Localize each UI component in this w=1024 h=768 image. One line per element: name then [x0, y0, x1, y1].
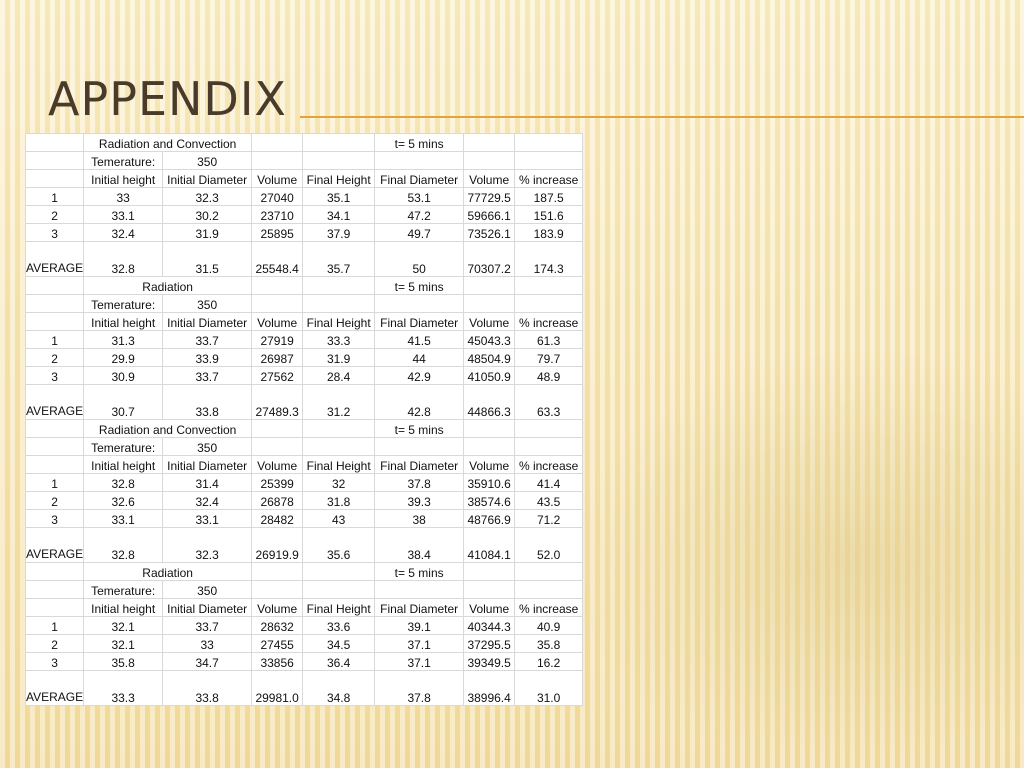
empty-cell — [303, 295, 375, 313]
table-row — [26, 224, 583, 242]
column-header: Final Height — [303, 313, 375, 331]
table-cell: 31.9 — [303, 349, 375, 367]
empty-cell — [26, 313, 84, 331]
empty-cell — [515, 134, 583, 152]
empty-cell — [464, 581, 515, 599]
table-cell: 29.9 — [84, 349, 163, 367]
average-label: AVERAGE — [26, 385, 84, 420]
average-value: 44866.3 — [464, 385, 515, 420]
empty-cell — [464, 295, 515, 313]
empty-cell — [375, 438, 464, 456]
empty-cell — [26, 420, 84, 438]
empty-cell — [26, 277, 84, 295]
column-header: Final Diameter — [375, 599, 464, 617]
empty-cell — [252, 563, 303, 581]
column-header: Final Height — [303, 456, 375, 474]
table-cell: 35.8 — [84, 653, 163, 671]
section-time: t= 5 mins — [375, 563, 464, 581]
table-cell: 36.4 — [303, 653, 375, 671]
title-divider — [300, 116, 1024, 118]
table-cell: 32 — [303, 474, 375, 492]
temperature-label: Temerature: — [84, 581, 163, 599]
table-cell: 35910.6 — [464, 474, 515, 492]
section-time: t= 5 mins — [375, 420, 464, 438]
table-cell: 151.6 — [515, 206, 583, 224]
empty-cell — [303, 581, 375, 599]
column-header: Initial height — [84, 313, 163, 331]
temperature-value: 350 — [163, 581, 252, 599]
average-value: 31.5 — [163, 242, 252, 277]
table-cell: 61.3 — [515, 331, 583, 349]
table-cell: 30.2 — [163, 206, 252, 224]
empty-cell — [252, 420, 303, 438]
table-cell: 42.9 — [375, 367, 464, 385]
table-cell: 39349.5 — [464, 653, 515, 671]
table-cell: 33856 — [252, 653, 303, 671]
column-header: Initial height — [84, 599, 163, 617]
empty-cell — [26, 581, 84, 599]
column-header: Final Diameter — [375, 313, 464, 331]
data-table-container — [25, 133, 583, 706]
column-header: Final Diameter — [375, 170, 464, 188]
column-header: Initial height — [84, 170, 163, 188]
average-value: 41084.1 — [464, 528, 515, 563]
table-cell: 183.9 — [515, 224, 583, 242]
trial-number: 2 — [26, 492, 84, 510]
empty-cell — [303, 134, 375, 152]
empty-cell — [464, 277, 515, 295]
table-cell: 39.1 — [375, 617, 464, 635]
temperature-row — [26, 152, 583, 170]
column-header: % increase — [515, 599, 583, 617]
column-header: Initial Diameter — [163, 456, 252, 474]
table-cell: 34.7 — [163, 653, 252, 671]
average-value: 34.8 — [303, 671, 375, 706]
table-cell: 45043.3 — [464, 331, 515, 349]
empty-cell — [26, 295, 84, 313]
trial-number: 2 — [26, 206, 84, 224]
average-value: 33.3 — [84, 671, 163, 706]
table-cell: 79.7 — [515, 349, 583, 367]
table-cell: 27919 — [252, 331, 303, 349]
empty-cell — [252, 152, 303, 170]
empty-cell — [464, 420, 515, 438]
table-row — [26, 635, 583, 653]
column-header-row — [26, 456, 583, 474]
column-header: % increase — [515, 456, 583, 474]
empty-cell — [303, 563, 375, 581]
table-cell: 33.9 — [163, 349, 252, 367]
average-value: 27489.3 — [252, 385, 303, 420]
table-cell: 33.3 — [303, 331, 375, 349]
empty-cell — [252, 438, 303, 456]
data-table — [25, 133, 583, 706]
table-cell: 41050.9 — [464, 367, 515, 385]
column-header: Volume — [464, 313, 515, 331]
average-value: 38996.4 — [464, 671, 515, 706]
table-cell: 32.8 — [84, 474, 163, 492]
average-value: 31.0 — [515, 671, 583, 706]
table-cell: 27562 — [252, 367, 303, 385]
table-cell: 71.2 — [515, 510, 583, 528]
table-cell: 31.4 — [163, 474, 252, 492]
empty-cell — [26, 438, 84, 456]
average-value: 50 — [375, 242, 464, 277]
average-value: 33.8 — [163, 385, 252, 420]
table-cell: 32.1 — [84, 635, 163, 653]
column-header: Volume — [252, 170, 303, 188]
table-cell: 35.8 — [515, 635, 583, 653]
table-cell: 33.7 — [163, 331, 252, 349]
average-value: 25548.4 — [252, 242, 303, 277]
table-cell: 16.2 — [515, 653, 583, 671]
section-heading: Radiation and Convection — [84, 420, 252, 438]
table-cell: 40.9 — [515, 617, 583, 635]
empty-cell — [26, 599, 84, 617]
column-header: Volume — [252, 599, 303, 617]
empty-cell — [26, 152, 84, 170]
table-cell: 38 — [375, 510, 464, 528]
average-value: 63.3 — [515, 385, 583, 420]
table-row — [26, 188, 583, 206]
column-header: Volume — [464, 170, 515, 188]
section-heading: Radiation and Convection — [84, 134, 252, 152]
empty-cell — [515, 295, 583, 313]
table-row — [26, 474, 583, 492]
table-cell: 31.8 — [303, 492, 375, 510]
table-cell: 33.1 — [163, 510, 252, 528]
table-row — [26, 492, 583, 510]
table-row — [26, 349, 583, 367]
column-header: Final Diameter — [375, 456, 464, 474]
table-row — [26, 331, 583, 349]
average-value: 31.2 — [303, 385, 375, 420]
table-cell: 48.9 — [515, 367, 583, 385]
average-value: 32.3 — [163, 528, 252, 563]
empty-cell — [375, 581, 464, 599]
table-cell: 27040 — [252, 188, 303, 206]
average-value: 35.7 — [303, 242, 375, 277]
average-value: 70307.2 — [464, 242, 515, 277]
column-header: Volume — [252, 313, 303, 331]
column-header: % increase — [515, 170, 583, 188]
section-time: t= 5 mins — [375, 277, 464, 295]
average-value: 52.0 — [515, 528, 583, 563]
temperature-label: Temerature: — [84, 152, 163, 170]
average-value: 26919.9 — [252, 528, 303, 563]
trial-number: 3 — [26, 367, 84, 385]
empty-cell — [515, 438, 583, 456]
table-cell: 43 — [303, 510, 375, 528]
temperature-row — [26, 295, 583, 313]
slide-title: APPENDIX — [48, 72, 287, 126]
table-cell: 34.1 — [303, 206, 375, 224]
table-cell: 33.1 — [84, 206, 163, 224]
table-cell: 33.7 — [163, 367, 252, 385]
section-heading-row — [26, 563, 583, 581]
table-cell: 37.1 — [375, 635, 464, 653]
section-heading-row — [26, 134, 583, 152]
section-heading: Radiation — [84, 277, 252, 295]
column-header-row — [26, 313, 583, 331]
table-cell: 28632 — [252, 617, 303, 635]
table-cell: 53.1 — [375, 188, 464, 206]
average-label: AVERAGE — [26, 528, 84, 563]
empty-cell — [26, 134, 84, 152]
empty-cell — [515, 420, 583, 438]
table-cell: 34.5 — [303, 635, 375, 653]
column-header-row — [26, 170, 583, 188]
empty-cell — [303, 420, 375, 438]
table-cell: 28482 — [252, 510, 303, 528]
table-cell: 32.4 — [163, 492, 252, 510]
table-cell: 48504.9 — [464, 349, 515, 367]
table-cell: 37.9 — [303, 224, 375, 242]
temperature-row — [26, 581, 583, 599]
empty-cell — [375, 295, 464, 313]
empty-cell — [515, 152, 583, 170]
temperature-value: 350 — [163, 152, 252, 170]
trial-number: 1 — [26, 331, 84, 349]
table-cell: 32.3 — [163, 188, 252, 206]
table-cell: 25399 — [252, 474, 303, 492]
table-cell: 32.6 — [84, 492, 163, 510]
average-row — [26, 528, 583, 563]
table-row — [26, 617, 583, 635]
section-heading-row — [26, 420, 583, 438]
column-header: Initial Diameter — [163, 313, 252, 331]
empty-cell — [26, 170, 84, 188]
average-value: 37.8 — [375, 671, 464, 706]
column-header: % increase — [515, 313, 583, 331]
table-row — [26, 510, 583, 528]
trial-number: 2 — [26, 349, 84, 367]
column-header: Initial height — [84, 456, 163, 474]
average-row — [26, 242, 583, 277]
empty-cell — [252, 277, 303, 295]
empty-cell — [26, 456, 84, 474]
table-cell: 33.7 — [163, 617, 252, 635]
table-cell: 37.8 — [375, 474, 464, 492]
temperature-row — [26, 438, 583, 456]
table-cell: 32.4 — [84, 224, 163, 242]
temperature-label: Temerature: — [84, 295, 163, 313]
table-cell: 31.3 — [84, 331, 163, 349]
average-value: 174.3 — [515, 242, 583, 277]
table-cell: 33.6 — [303, 617, 375, 635]
temperature-label: Temerature: — [84, 438, 163, 456]
average-value: 32.8 — [84, 242, 163, 277]
section-time: t= 5 mins — [375, 134, 464, 152]
column-header: Volume — [464, 599, 515, 617]
table-cell: 30.9 — [84, 367, 163, 385]
column-header: Initial Diameter — [163, 170, 252, 188]
column-header-row — [26, 599, 583, 617]
table-cell: 33 — [163, 635, 252, 653]
table-row — [26, 367, 583, 385]
empty-cell — [515, 277, 583, 295]
empty-cell — [464, 563, 515, 581]
empty-cell — [303, 277, 375, 295]
trial-number: 3 — [26, 510, 84, 528]
column-header: Final Height — [303, 170, 375, 188]
average-value: 30.7 — [84, 385, 163, 420]
table-cell: 26878 — [252, 492, 303, 510]
empty-cell — [515, 581, 583, 599]
empty-cell — [252, 581, 303, 599]
table-cell: 40344.3 — [464, 617, 515, 635]
temperature-value: 350 — [163, 295, 252, 313]
empty-cell — [464, 152, 515, 170]
average-value: 38.4 — [375, 528, 464, 563]
trial-number: 1 — [26, 474, 84, 492]
table-cell: 28.4 — [303, 367, 375, 385]
empty-cell — [303, 438, 375, 456]
table-cell: 33 — [84, 188, 163, 206]
column-header: Final Height — [303, 599, 375, 617]
average-value: 33.8 — [163, 671, 252, 706]
table-cell: 32.1 — [84, 617, 163, 635]
empty-cell — [252, 295, 303, 313]
table-cell: 44 — [375, 349, 464, 367]
trial-number: 3 — [26, 224, 84, 242]
table-cell: 26987 — [252, 349, 303, 367]
average-row — [26, 671, 583, 706]
table-cell: 43.5 — [515, 492, 583, 510]
table-cell: 77729.5 — [464, 188, 515, 206]
column-header: Volume — [464, 456, 515, 474]
empty-cell — [515, 563, 583, 581]
average-label: AVERAGE — [26, 671, 84, 706]
empty-cell — [26, 563, 84, 581]
empty-cell — [464, 134, 515, 152]
table-cell: 33.1 — [84, 510, 163, 528]
table-cell: 59666.1 — [464, 206, 515, 224]
table-cell: 39.3 — [375, 492, 464, 510]
empty-cell — [464, 438, 515, 456]
trial-number: 3 — [26, 653, 84, 671]
table-row — [26, 653, 583, 671]
empty-cell — [303, 152, 375, 170]
table-cell: 48766.9 — [464, 510, 515, 528]
trial-number: 2 — [26, 635, 84, 653]
table-cell: 31.9 — [163, 224, 252, 242]
table-cell: 37295.5 — [464, 635, 515, 653]
table-cell: 37.1 — [375, 653, 464, 671]
table-cell: 41.5 — [375, 331, 464, 349]
table-cell: 73526.1 — [464, 224, 515, 242]
empty-cell — [252, 134, 303, 152]
average-value: 35.6 — [303, 528, 375, 563]
table-cell: 38574.6 — [464, 492, 515, 510]
section-heading: Radiation — [84, 563, 252, 581]
average-label: AVERAGE — [26, 242, 84, 277]
average-row — [26, 385, 583, 420]
table-cell: 25895 — [252, 224, 303, 242]
table-cell: 23710 — [252, 206, 303, 224]
table-cell: 41.4 — [515, 474, 583, 492]
section-heading-row — [26, 277, 583, 295]
table-cell: 27455 — [252, 635, 303, 653]
table-cell: 47.2 — [375, 206, 464, 224]
trial-number: 1 — [26, 617, 84, 635]
table-cell: 49.7 — [375, 224, 464, 242]
data-table-body — [26, 134, 583, 706]
table-cell: 35.1 — [303, 188, 375, 206]
average-value: 32.8 — [84, 528, 163, 563]
table-cell: 187.5 — [515, 188, 583, 206]
empty-cell — [375, 152, 464, 170]
temperature-value: 350 — [163, 438, 252, 456]
table-row — [26, 206, 583, 224]
column-header: Initial Diameter — [163, 599, 252, 617]
column-header: Volume — [252, 456, 303, 474]
average-value: 42.8 — [375, 385, 464, 420]
average-value: 29981.0 — [252, 671, 303, 706]
trial-number: 1 — [26, 188, 84, 206]
